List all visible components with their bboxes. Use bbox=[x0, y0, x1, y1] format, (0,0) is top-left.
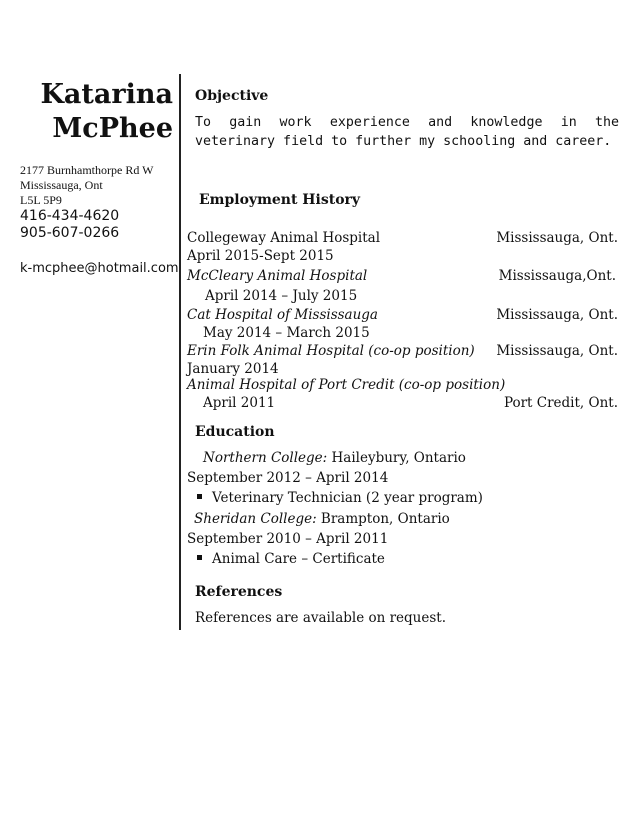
job-location: Port Credit, Ont. bbox=[503, 395, 618, 411]
objective-text: To gain work experience and knowledge in the veterinary field to further my schooling and career. bbox=[195, 115, 619, 149]
address-street: 2177 Burnhamthorpe Rd W bbox=[20, 163, 154, 177]
job-employer: McCleary Animal Hospital bbox=[187, 268, 368, 284]
bullet-icon bbox=[197, 494, 202, 499]
program-name: Animal Care – Certificate bbox=[212, 551, 385, 567]
job-location: Mississauga, Ont. bbox=[496, 307, 618, 323]
job-location: Mississauga, Ont. bbox=[496, 230, 618, 246]
phone-primary: 416-434-4620 bbox=[20, 208, 120, 224]
job-employer: Collegeway Animal Hospital bbox=[187, 230, 381, 246]
last-name: McPhee bbox=[52, 113, 173, 144]
school-name: Northern College: bbox=[203, 450, 328, 466]
phone-secondary: 905-607-0266 bbox=[20, 225, 120, 241]
references-text: References are available on request. bbox=[195, 610, 447, 626]
job-location: Mississauga,Ont. bbox=[498, 268, 616, 284]
job-dates: April 2015-Sept 2015 bbox=[187, 248, 334, 264]
education-heading: Education bbox=[195, 424, 275, 440]
school-line bbox=[203, 450, 466, 466]
bullet-icon bbox=[197, 555, 202, 560]
objective-heading: Objective bbox=[195, 88, 269, 104]
employment-heading: Employment History bbox=[199, 192, 361, 208]
school-place: Brampton, Ontario bbox=[316, 511, 450, 527]
program-name: Veterinary Technician (2 year program) bbox=[212, 490, 483, 506]
school-name: Sheridan College: bbox=[194, 511, 317, 527]
address-city: Mississauga, Ont bbox=[20, 178, 103, 192]
job-dates: January 2014 bbox=[187, 361, 279, 377]
column-divider bbox=[179, 74, 181, 630]
school-dates: September 2010 – April 2011 bbox=[187, 531, 389, 547]
job-location: Mississauga, Ont. bbox=[496, 343, 618, 359]
program-item bbox=[197, 551, 385, 567]
job-employer: Erin Folk Animal Hospital (co-op position) bbox=[187, 343, 475, 359]
email-address: k-mcphee@hotmail.com bbox=[20, 261, 179, 276]
school-line bbox=[194, 511, 450, 527]
address-postal: L5L 5P9 bbox=[20, 193, 62, 207]
first-name: Katarina bbox=[40, 79, 173, 110]
program-item bbox=[197, 490, 483, 506]
school-place: Haileybury, Ontario bbox=[327, 450, 466, 466]
job-employer: Cat Hospital of Mississauga bbox=[187, 307, 378, 323]
job-dates: May 2014 – March 2015 bbox=[203, 325, 370, 341]
job-dates: April 2011 bbox=[203, 395, 276, 411]
references-heading: References bbox=[195, 584, 283, 600]
school-dates: September 2012 – April 2014 bbox=[187, 470, 389, 486]
job-dates: April 2014 – July 2015 bbox=[205, 288, 358, 304]
job-employer: Animal Hospital of Port Credit (co-op position) bbox=[187, 377, 506, 393]
